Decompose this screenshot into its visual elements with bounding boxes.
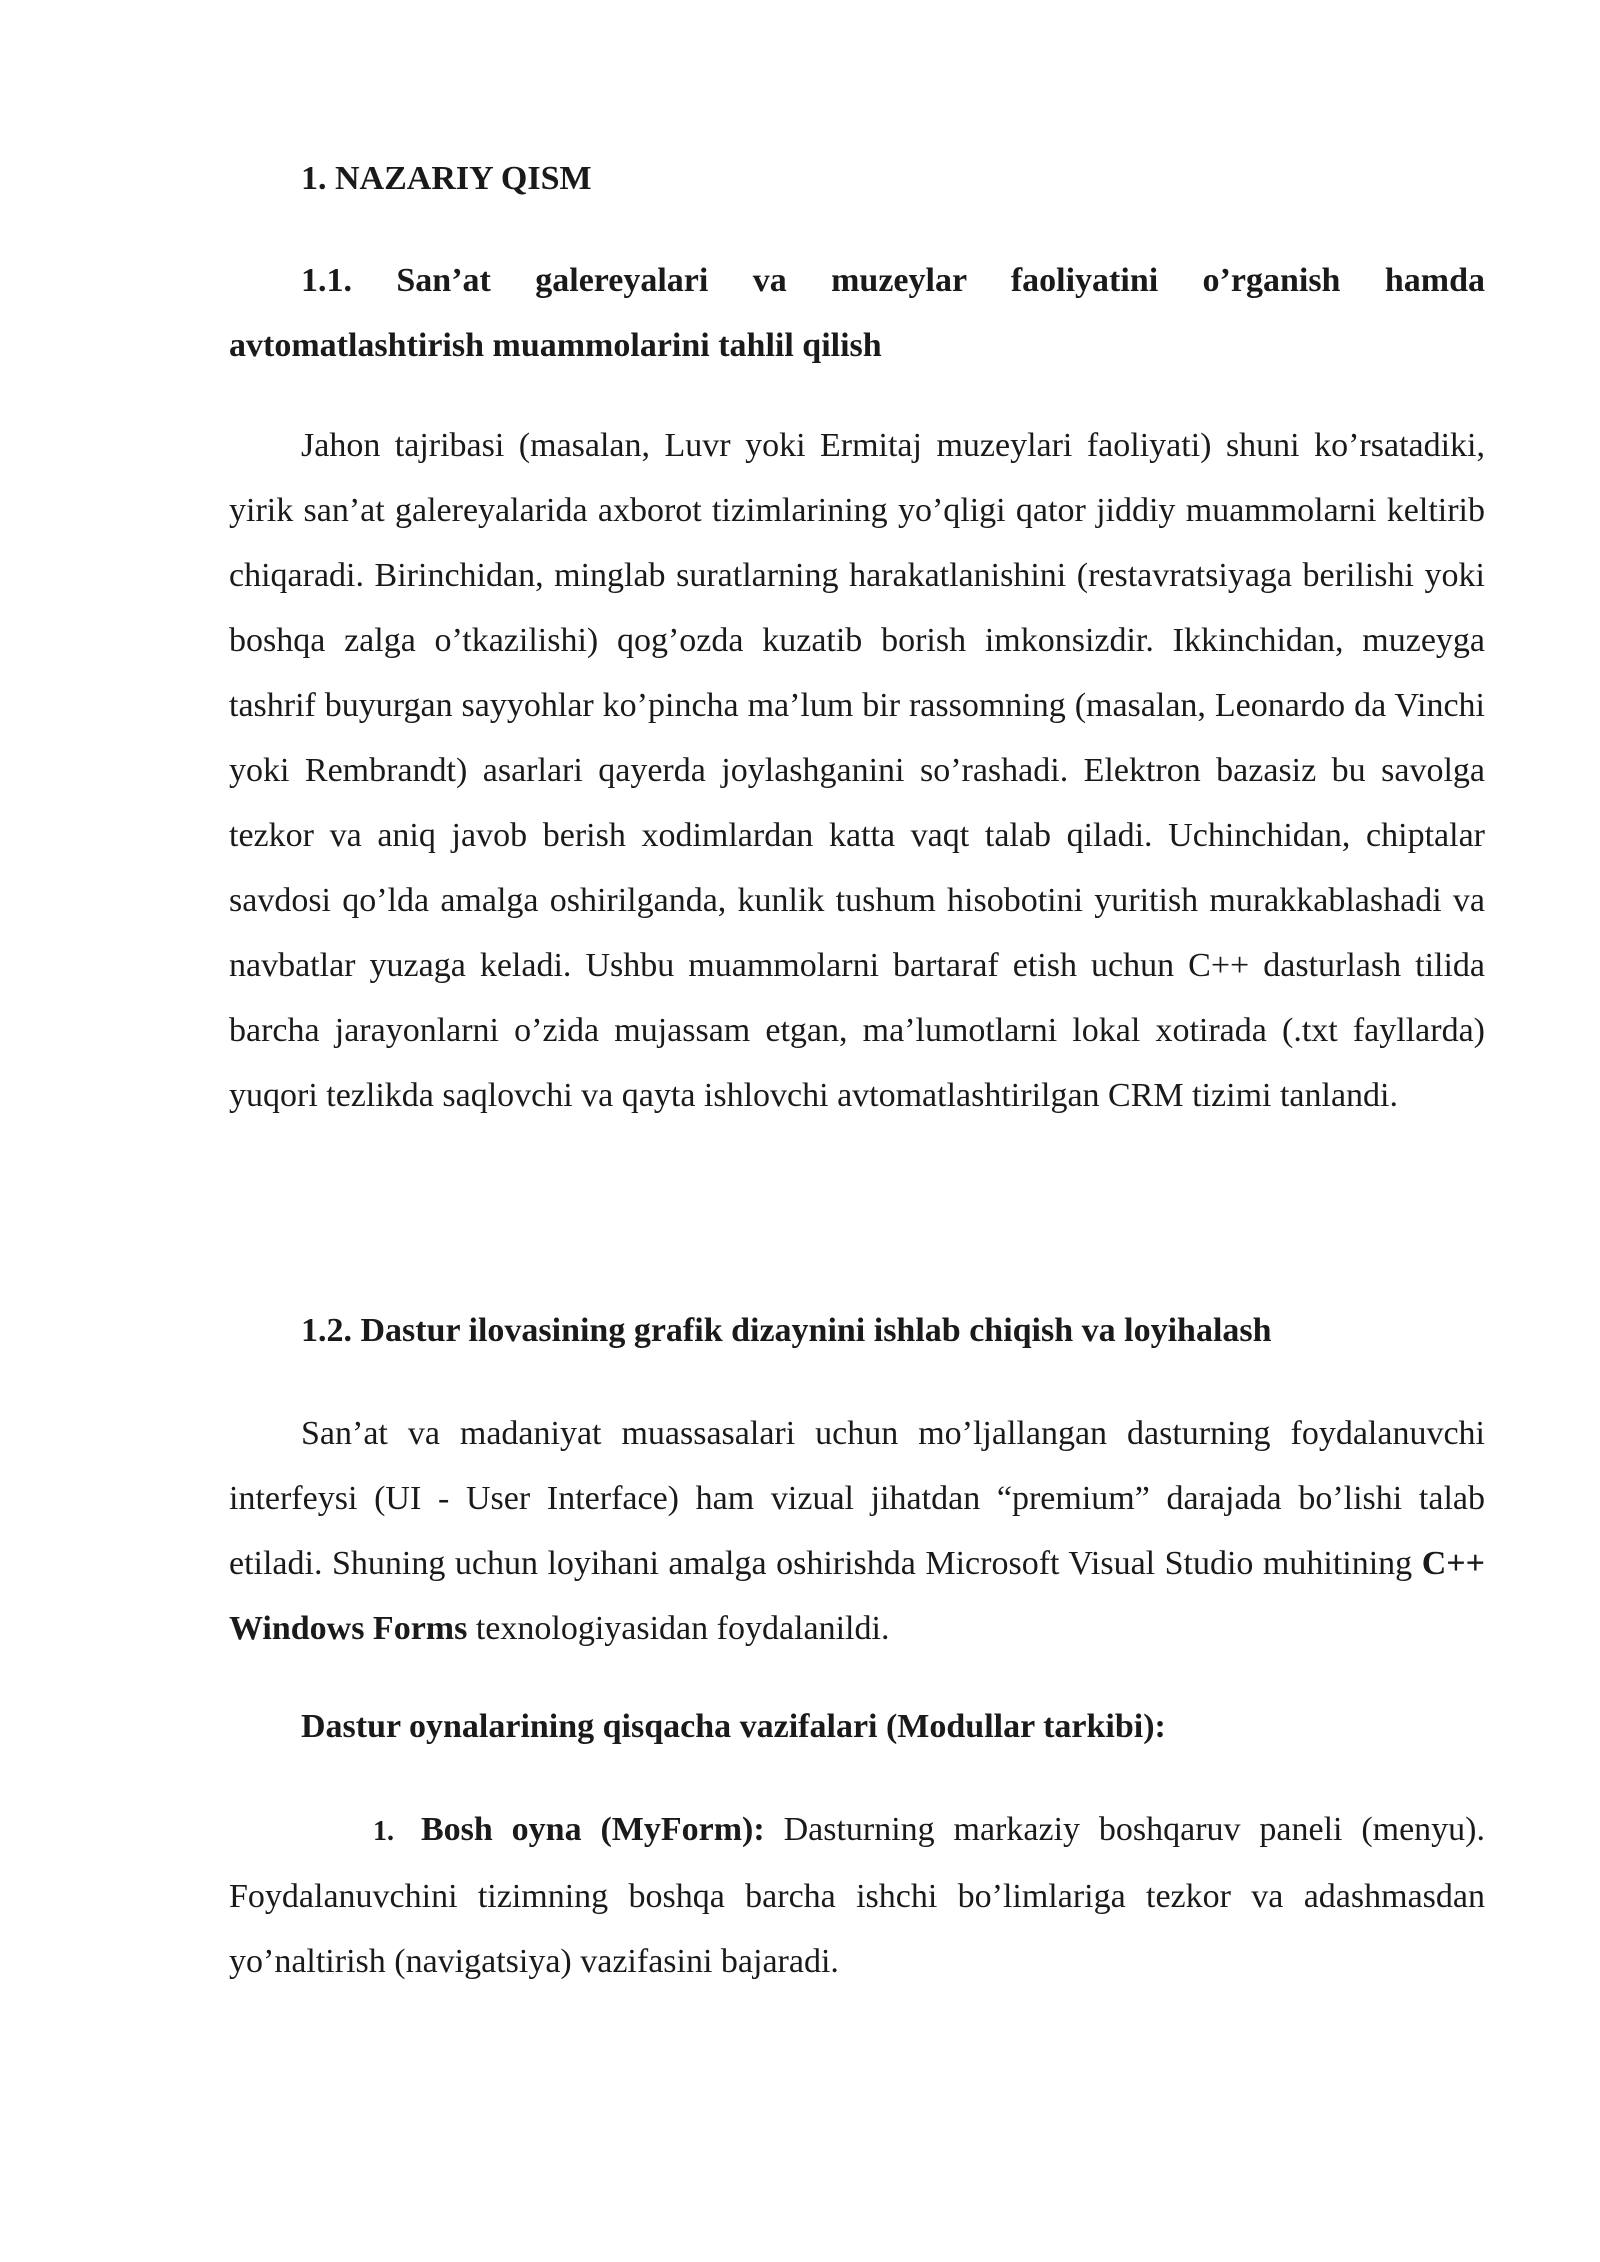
section-1-2-text-bold: C++ Windows Forms [229,1545,1485,1647]
heading-main: 1. NAZARIY QISM [301,160,592,197]
section-1-1-title-text: San’at galereyalari va muzeylar faoliyatini o’rganish hamda avtomatlashtirish muammolarini tahlil qilish [229,262,1485,364]
list-item-title: Bosh oyna (MyForm): [421,1811,765,1848]
list-item [229,1797,1485,1994]
section-1-1-title [229,248,1485,378]
section-1-2-paragraph [229,1401,1485,1661]
section-1-2-text-before: San’at va madaniyat muassasalari uchun mo’ljallangan dasturning foydalanuvchi interfeysi (UI - User Interface) ham vizual jihatdan “premium” darajada bo’lishi talab etiladi. Shuning uchun loyihani amalga oshirishda Microsoft Visual Studio muhitining [229,1415,1485,1582]
section-1-2-text-after: texnologiyasidan foydalanildi. [467,1610,890,1647]
list-item-text: Dasturning markaziy boshqaruv paneli (menyu). Foydalanuvchini tizimning boshqa barcha ishchi bo’limlariga tezkor va adashmasdan yo’naltirish (navigatsiya) vazifasini bajaradi. [229,1811,1486,1980]
section-1-1-number: 1.1. [301,262,352,299]
section-1-2-title: 1.2. Dastur ilovasining grafik dizaynini ishlab chiqish va loyihalash [301,1312,1272,1349]
modules-heading: Dastur oynalarining qisqacha vazifalari (Modullar tarkibi): [301,1708,1166,1745]
list-item-number: 1. [373,1816,394,1847]
section-1-1-paragraph: Jahon tajribasi (masalan, Luvr yoki Ermitaj muzeylari faoliyati) shuni ko’rsatadiki, yirik san’at galereyalarida axborot tizimlarining yo’qligi qator jiddiy muammolarni keltirib chiqaradi. Birinchidan, minglab suratlarning harakatlanishini (restavratsiyaga berilishi yoki boshqa zalga o’tkazilishi) qog’ozda kuzatib borish imkonsizdir. Ikkinchidan, muzeyga tashrif buyurgan sayyohlar ko’pincha ma’lum bir rassomning (masalan, Leonardo da Vinchi yoki Rembrandt) asarlari qayerda joylashganini so’rashadi. Elektron bazasiz bu savolga tezkor va aniq javob berish xodimlardan katta vaqt talab qiladi. Uchinchidan, chiptalar savdosi qo’lda amalga oshirilganda, kunlik tushum hisobotini yuritish murakkablashadi va navbatlar yuzaga keladi. Ushbu muammolarni bartaraf etish uchun C++ dasturlash tilida barcha jarayonlarni o’zida mujassam etgan, ma’lumotlarni lokal xotirada (.txt fayllarda) yuqori tezlikda saqlovchi va qayta ishlovchi avtomatlashtirilgan CRM tizimi tanlandi. [229,427,1485,1114]
